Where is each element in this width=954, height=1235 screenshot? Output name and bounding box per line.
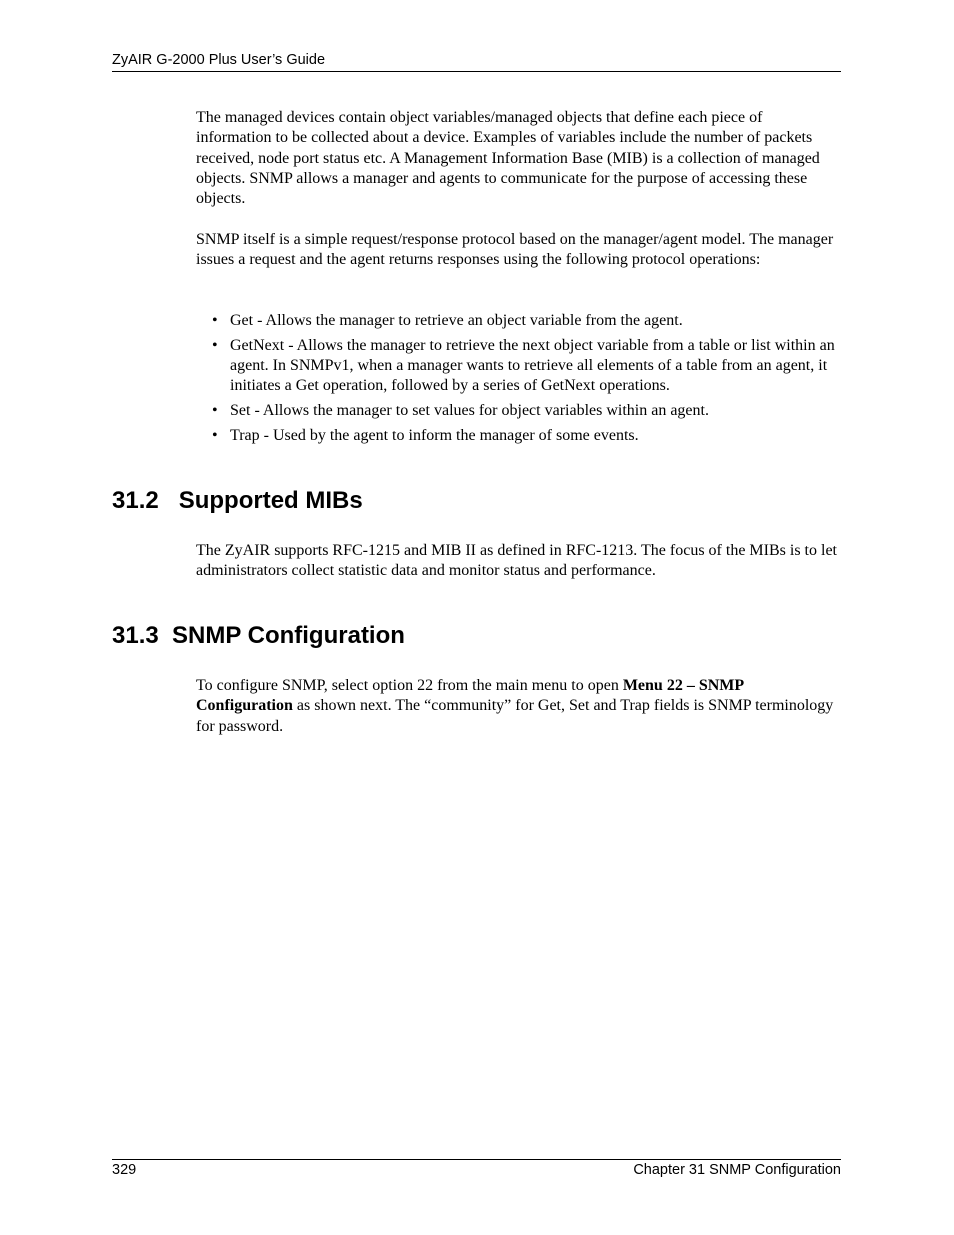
snmp-configuration-paragraph [196, 676, 841, 737]
heading-supported-mibs: 31.2 Supported MIBs [112, 487, 363, 514]
bullet-icon: • [212, 427, 218, 445]
list-item [196, 336, 841, 397]
list-item [196, 311, 841, 331]
intro-paragraph-1-text: The managed devices contain object variables/managed objects that define each piece of information to be collected about a device. Examples of variables include the number of packets received, node port status etc. A Management Information Base (MIB) is a collection of managed objects. SNMP allows a manager and agents to communicate for the purpose of accessing these objects. [196, 109, 820, 208]
chapter-title: Chapter 31 SNMP Configuration [633, 1162, 841, 1178]
operation-trap: Trap - Used by the agent to inform the manager of some events. [230, 427, 639, 445]
snmp-config-text-before: To configure SNMP, select option 22 from the main menu to open [196, 677, 623, 694]
page-number: 329 [112, 1162, 137, 1178]
operation-set: Set - Allows the manager to set values for object variables within an agent. [230, 402, 709, 420]
supported-mibs-text: The ZyAIR supports RFC-1215 and MIB II as defined in RFC-1213. The focus of the MIBs is to let administrators collect statistic data and monitor status and performance. [196, 542, 837, 580]
header-divider [112, 71, 841, 72]
supported-mibs-paragraph [196, 541, 841, 582]
intro-paragraph-2-text: SNMP itself is a simple request/response protocol based on the manager/agent model. The manager issues a request and the agent returns responses using the following protocol operations: [196, 231, 834, 269]
intro-paragraph-1 [196, 108, 841, 209]
list-item [196, 426, 841, 446]
bullet-icon: • [212, 402, 218, 420]
menu-name: Menu 22 – SNMP Configuration [196, 677, 744, 715]
intro-paragraph-2 [196, 230, 841, 271]
bullet-icon: • [212, 336, 218, 354]
running-header: ZyAIR G-2000 Plus User’s Guide [112, 52, 326, 68]
operation-getnext: GetNext - Allows the manager to retrieve the next object variable from a table or list within an agent. In SNMPv1, when a manager wants to retrieve all elements of a table from an agent, it initiates a Get operation, followed by a series of GetNext operations. [230, 336, 835, 395]
protocol-operations-list [196, 311, 841, 451]
snmp-config-text-after: as shown next. The “community” for Get, Set and Trap fields is SNMP terminology for password. [196, 697, 834, 735]
footer-divider [112, 1159, 841, 1160]
bullet-icon: • [212, 312, 218, 329]
snmp-configuration-text [196, 676, 841, 737]
operation-get: Get - Allows the manager to retrieve an object variable from the agent. [230, 312, 683, 329]
list-item [196, 401, 841, 421]
heading-snmp-configuration: 31.3 SNMP Configuration [112, 622, 405, 649]
